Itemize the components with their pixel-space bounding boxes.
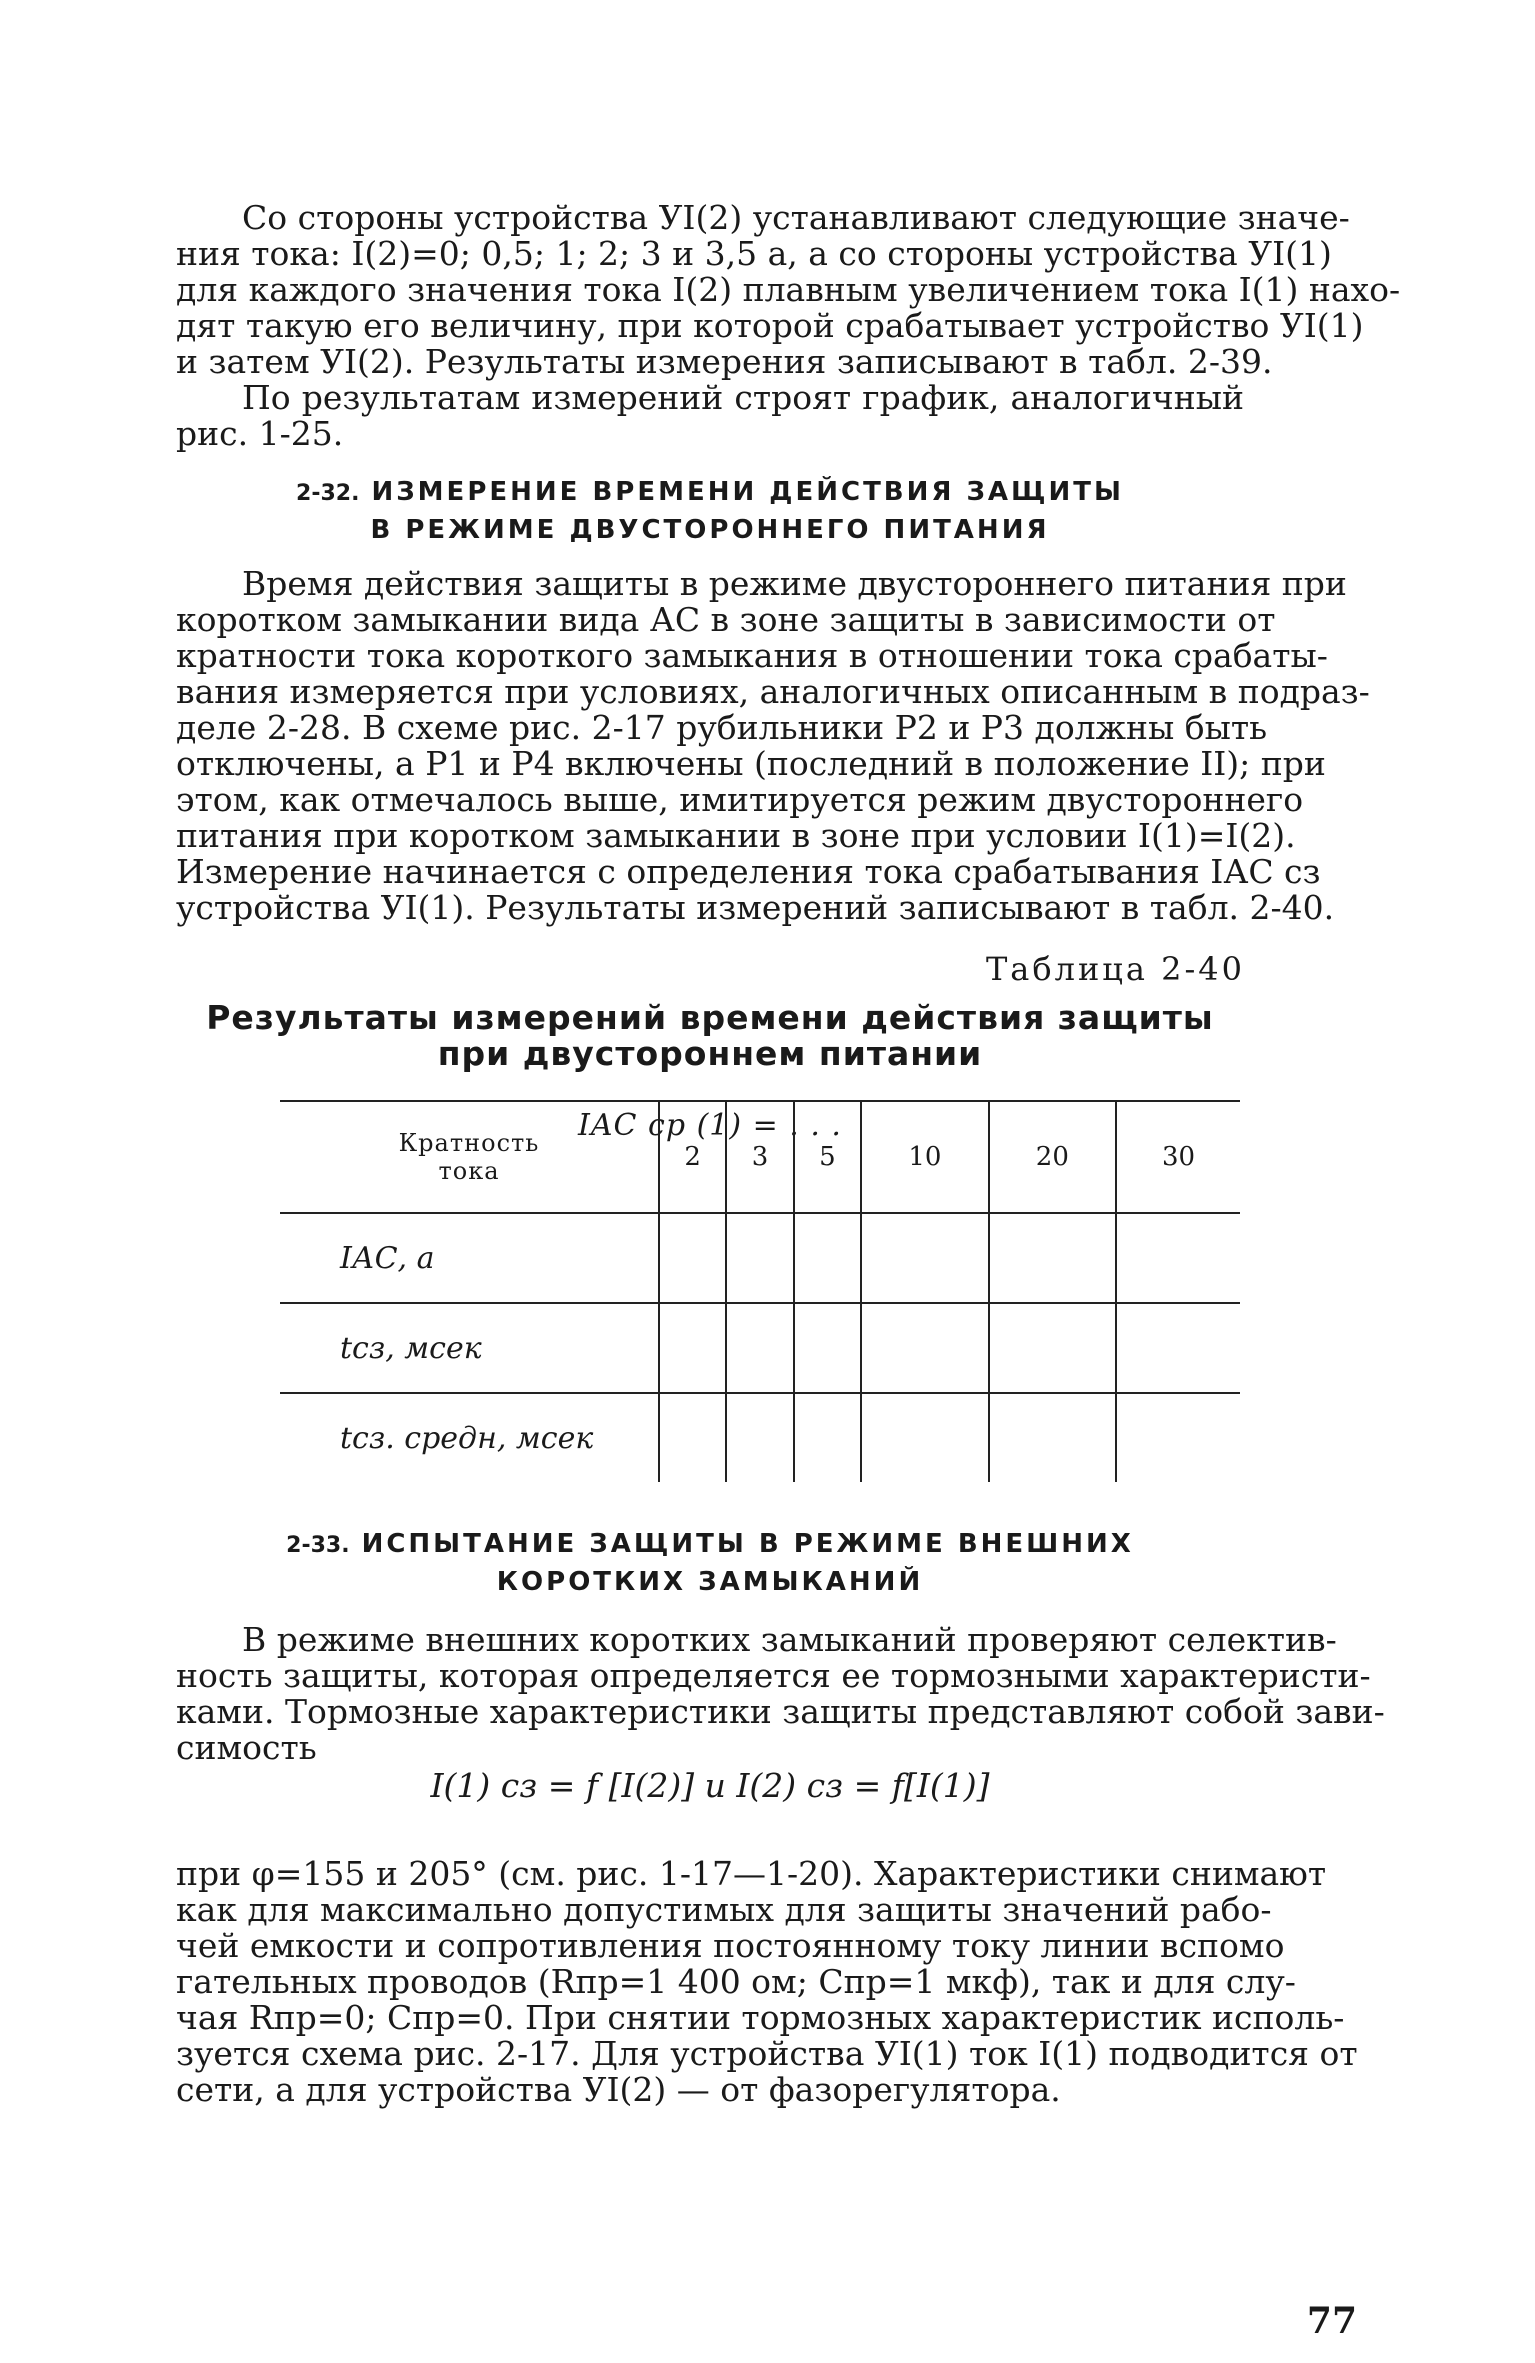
text-line: Время действия защиты в режиме двустороннего питания при xyxy=(242,564,1347,603)
page-number: 77 xyxy=(1306,2300,1357,2342)
text-line: зуется схема рис. 2-17. Для устройства УI(1) ток I(1) подводится от xyxy=(176,2034,1358,2073)
text-line: Со стороны устройства УI(2) устанавливают следующие значе- xyxy=(242,198,1350,237)
text-line: дят такую его величину, при которой срабатывает устройство УI(1) xyxy=(176,306,1364,345)
text-line: симость xyxy=(176,1728,317,1767)
table-cell xyxy=(1116,1393,1240,1482)
text-line: при φ=155 и 205° (см. рис. 1-17—1-20). Характеристики снимают xyxy=(176,1854,1327,1893)
column-header: 20 xyxy=(989,1101,1116,1213)
text-line: чей емкости и сопротивления постоянному току линии вспомо xyxy=(176,1926,1285,1965)
text-line: отключены, а Р1 и Р4 включены (последний в положение II); при xyxy=(176,744,1326,783)
table-cell xyxy=(726,1393,793,1482)
table-cell xyxy=(989,1213,1116,1303)
table-row xyxy=(280,1213,1240,1303)
table-row xyxy=(280,1393,1240,1482)
text-line: вания измеряется при условиях, аналогичных описанным в подраз- xyxy=(176,672,1370,711)
table-cell xyxy=(659,1393,726,1482)
text-line: В режиме внешних коротких замыканий проверяют селектив- xyxy=(242,1620,1337,1659)
column-header: 5 xyxy=(794,1101,861,1213)
text-line: кратности тока короткого замыкания в отношении тока срабаты- xyxy=(176,636,1328,675)
text-line: По результатам измерений строят график, аналогичный xyxy=(242,378,1244,417)
table-cell xyxy=(989,1393,1116,1482)
table-cell xyxy=(1116,1213,1240,1303)
text-line: ность защиты, которая определяется ее тормозными характеристи- xyxy=(176,1656,1371,1695)
section-2-33-paragraph xyxy=(176,1620,1385,1767)
text-line: сети, а для устройства УI(2) — от фазорегулятора. xyxy=(176,2070,1061,2109)
table-title-line: Результаты измерений времени действия защиты xyxy=(206,998,1214,1037)
table-cell xyxy=(861,1213,988,1303)
header-label-line: тока xyxy=(438,1157,500,1185)
table-title-line: при двустороннем питании xyxy=(437,1034,983,1073)
text-line: устройства УI(1). Результаты измерений записывают в табл. 2-40. xyxy=(176,888,1335,927)
row-label: IАС, а xyxy=(280,1213,659,1303)
header-label-cell xyxy=(280,1101,659,1213)
table-cell xyxy=(659,1303,726,1393)
section-title-line: ИЗМЕРЕНИЕ ВРЕМЕНИ ДЕЙСТВИЯ ЗАЩИТЫ xyxy=(371,477,1124,507)
text-line: чая Rпр=0; Спр=0. При снятии тормозных характеристик исполь- xyxy=(176,1998,1345,2037)
table-row xyxy=(280,1303,1240,1393)
table-cell xyxy=(726,1213,793,1303)
text-line: Измерение начинается с определения тока срабатывания IАС сз xyxy=(176,852,1321,891)
section-number: 2-32. xyxy=(296,481,360,506)
row-label: tсз. средн, мсек xyxy=(280,1393,659,1482)
table-cell xyxy=(1116,1303,1240,1393)
table-cell xyxy=(794,1213,861,1303)
table-cell xyxy=(794,1303,861,1393)
row-label: tсз, мсек xyxy=(280,1303,659,1393)
section-heading-2-33 xyxy=(176,1526,1244,1600)
text-line: для каждого значения тока I(2) плавным увеличением тока I(1) нахо- xyxy=(176,270,1401,309)
formula: I(1) сз = f [I(2)] и I(2) сз = f[I(1)] xyxy=(430,1766,990,1805)
text-line: рис. 1-25. xyxy=(176,414,344,453)
text-line: ками. Тормозные характеристики защиты представляют собой зави- xyxy=(176,1692,1385,1731)
table-cell xyxy=(861,1303,988,1393)
text-line: деле 2-28. В схеме рис. 2-17 рубильники Р2 и Р3 должны быть xyxy=(176,708,1268,747)
header-label-line: Кратность xyxy=(398,1129,540,1157)
section-heading-2-32 xyxy=(176,474,1244,548)
text-line: питания при коротком замыкании в зоне при условии I(1)=I(2). xyxy=(176,816,1296,855)
section-2-33-continuation xyxy=(176,1854,1358,2109)
text-line: и затем УI(2). Результаты измерения записывают в табл. 2-39. xyxy=(176,342,1273,381)
text-line: коротком замыкании вида АС в зоне защиты в зависимости от xyxy=(176,600,1276,639)
table-cell xyxy=(989,1303,1116,1393)
table-label: Таблица 2-40 xyxy=(985,950,1245,988)
column-header: 30 xyxy=(1116,1101,1240,1213)
table-header-row xyxy=(280,1101,1240,1213)
section-title-line: ИСПЫТАНИЕ ЗАЩИТЫ В РЕЖИМЕ ВНЕШНИХ xyxy=(361,1529,1134,1559)
section-2-32-paragraph xyxy=(176,564,1370,927)
text-line: как для максимально допустимых для защиты значений рабо- xyxy=(176,1890,1272,1929)
table-cell xyxy=(861,1393,988,1482)
table-cell xyxy=(794,1393,861,1482)
section-title-line: КОРОТКИХ ЗАМЫКАНИЙ xyxy=(496,1567,924,1597)
table-cell xyxy=(659,1213,726,1303)
text-line: ния тока: I(2)=0; 0,5; 1; 2; 3 и 3,5 а, а со стороны устройства УI(1) xyxy=(176,234,1332,273)
text-line: этом, как отмечалось выше, имитируется режим двустороннего xyxy=(176,780,1304,819)
column-header: 3 xyxy=(726,1101,793,1213)
table-title-suffix: IAC ср (1) = . . . xyxy=(578,1108,842,1143)
section-number: 2-33. xyxy=(286,1533,350,1558)
section-title-line: В РЕЖИМЕ ДВУСТОРОННЕГО ПИТАНИЯ xyxy=(370,515,1050,545)
column-header: 2 xyxy=(659,1101,726,1213)
table-cell xyxy=(726,1303,793,1393)
text-line: гательных проводов (Rпр=1 400 ом; Спр=1 мкф), так и для слу- xyxy=(176,1962,1296,2001)
results-table xyxy=(280,1100,1240,1482)
intro-paragraph xyxy=(176,198,1401,453)
column-header: 10 xyxy=(861,1101,988,1213)
